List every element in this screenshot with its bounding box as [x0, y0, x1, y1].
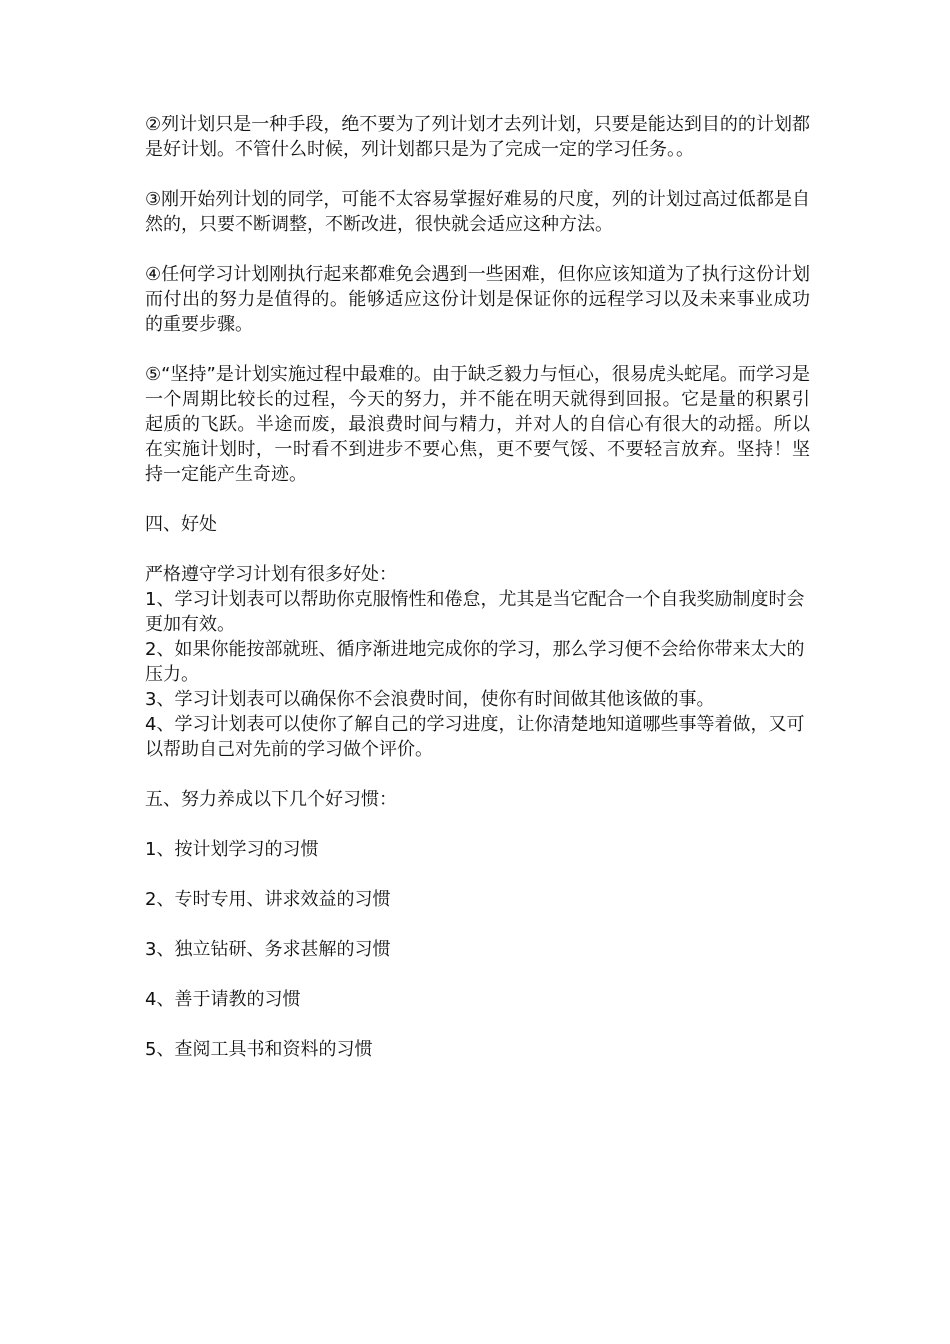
habits-list — [145, 837, 810, 1062]
habit-item: 4、善于请教的习惯 — [145, 989, 301, 1010]
benefits-intro: 严格遵守学习计划有很多好处： — [145, 564, 397, 585]
benefit-item: 1、学习计划表可以帮助你克服惰性和倦怠，尤其是当它配合一个自我奖励制度时会更加有效。 — [145, 589, 805, 635]
section-heading-habits: 五、努力养成以下几个好习惯： — [145, 789, 397, 810]
paragraph-plan-difficulty: ③刚开始列计划的同学，可能不太容易掌握好难易的尺度，列的计划过高过低都是自然的，只要不断调整，不断改进，很快就会适应这种方法。 — [145, 189, 810, 235]
habit-item: 2、专时专用、讲求效益的习惯 — [145, 889, 391, 910]
benefits-list — [145, 562, 810, 762]
habit-item: 1、按计划学习的习惯 — [145, 839, 319, 860]
benefit-item: 2、如果你能按部就班、循序渐进地完成你的学习，那么学习便不会给你带来太大的压力。 — [145, 639, 805, 685]
section-heading-benefits: 四、好处 — [145, 514, 217, 535]
habit-item: 3、独立钻研、务求甚解的习惯 — [145, 939, 391, 960]
document-page — [145, 112, 810, 1087]
paragraph-persistence: ⑤“坚持”是计划实施过程中最难的。由于缺乏毅力与恒心，很易虎头蛇尾。而学习是一个周期比较长的过程，今天的努力，并不能在明天就得到回报。它是量的积累引起质的飞跃。半途而废，最浪费时间与精力，并对人的自信心有很大的动摇。所以在实施计划时，一时看不到进步不要心焦，更不要气馁、不要轻言放弃。坚持！坚持一定能产生奇迹。 — [145, 364, 810, 485]
paragraph-plan-means: ②列计划只是一种手段，绝不要为了列计划才去列计划，只要是能达到目的的计划都是好计划。不管什么时候，列计划都只是为了完成一定的学习任务。。 — [145, 114, 810, 160]
habit-item: 5、查阅工具书和资料的习惯 — [145, 1039, 373, 1060]
benefit-item: 4、学习计划表可以使你了解自己的学习进度，让你清楚地知道哪些事等着做，又可以帮助自己对先前的学习做个评价。 — [145, 714, 805, 760]
paragraph-plan-effort: ④任何学习计划刚执行起来都难免会遇到一些困难，但你应该知道为了执行这份计划而付出的努力是值得的。能够适应这份计划是保证你的远程学习以及未来事业成功的重要步骤。 — [145, 264, 810, 335]
benefit-item: 3、学习计划表可以确保你不会浪费时间，使你有时间做其他该做的事。 — [145, 689, 715, 710]
